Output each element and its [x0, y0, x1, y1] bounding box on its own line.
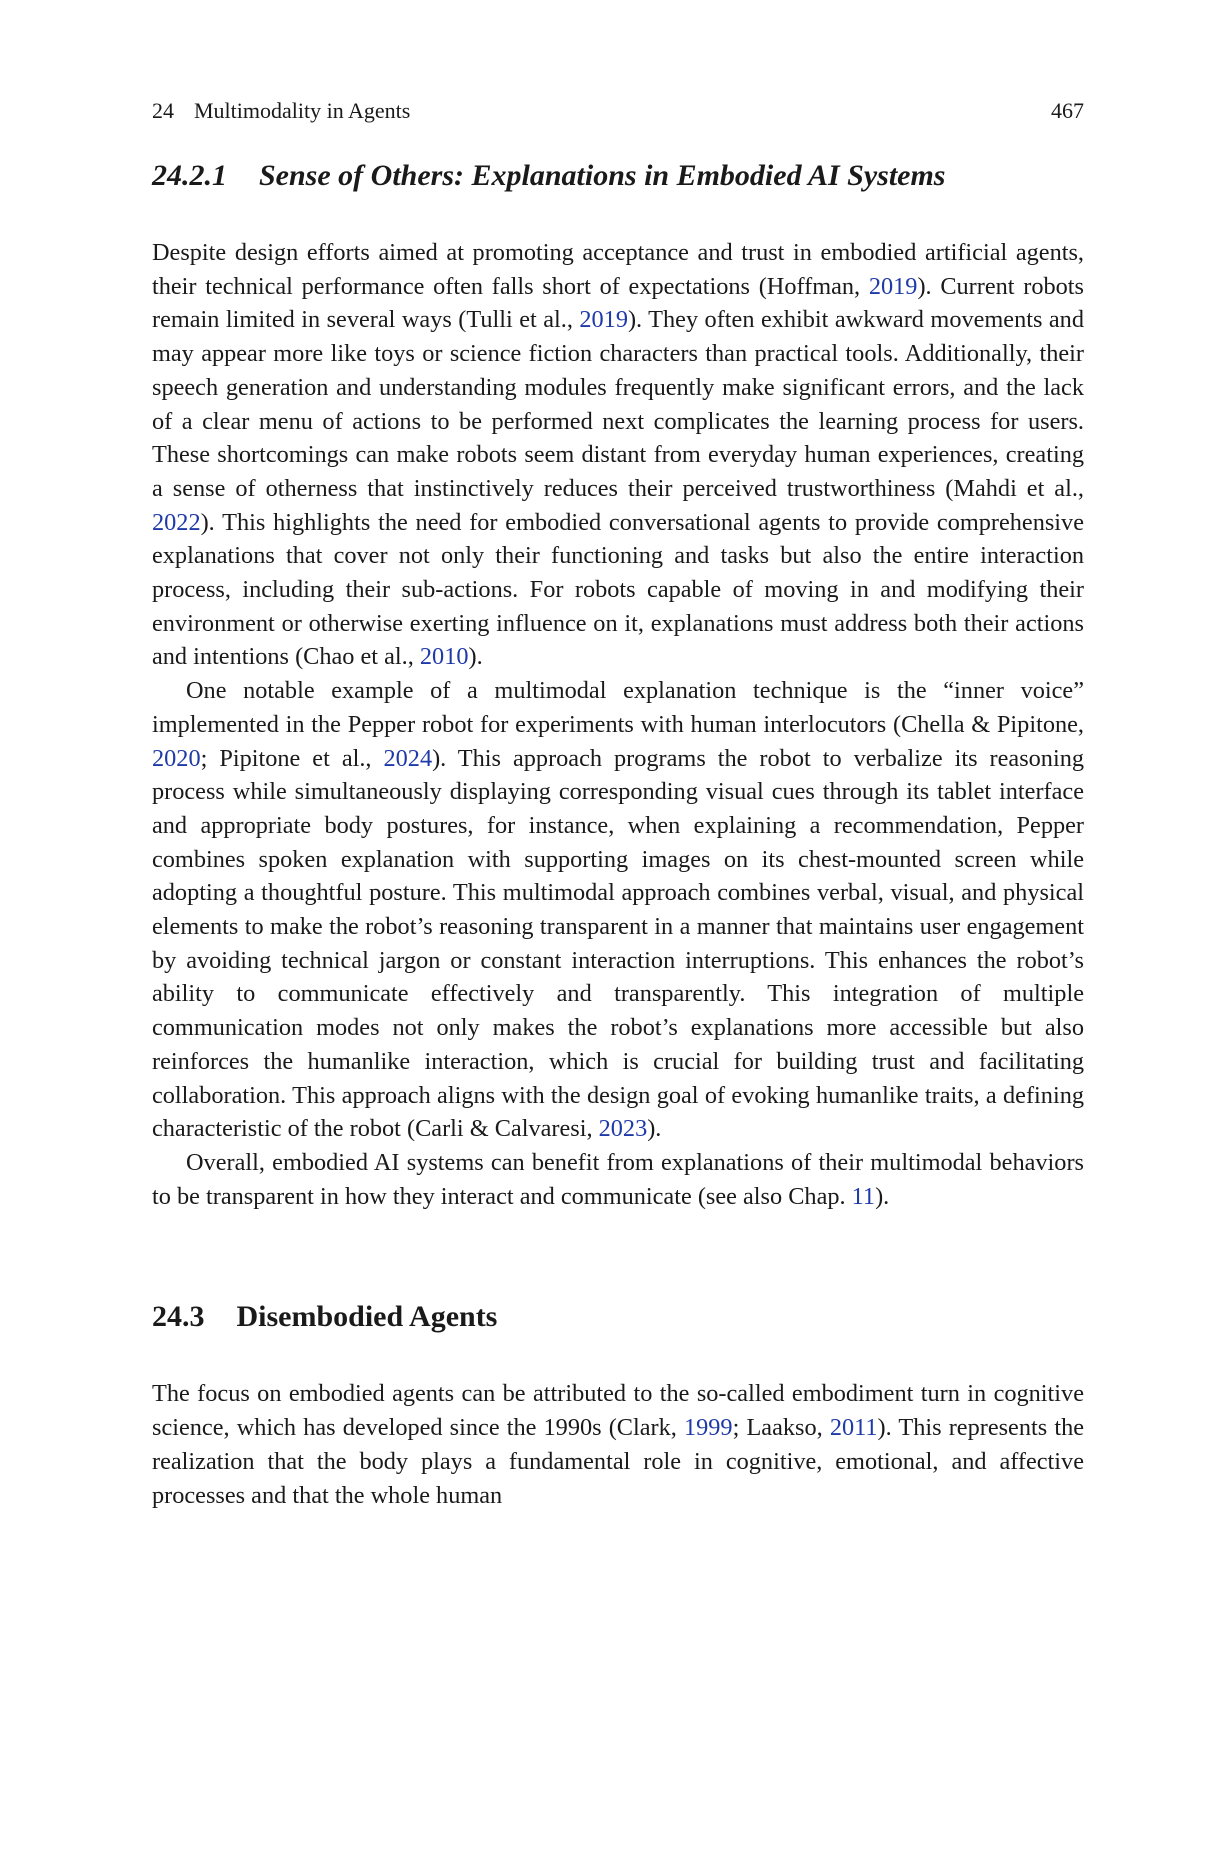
paragraph-text: ). They often exhibit awkward movements and may appear more like toys or science fiction characters than practical tools. Additionally, their speech generation and understanding modules frequently make significant errors, and the lack of a clear menu of actions to be performed next complicates the learning process for users. These shortcomings can make robots seem distant from everyday human experiences, creating a sense of otherness that instinctively reduces their perceived trustworthiness (Mahdi et al., [152, 306, 1084, 502]
paragraph-text: The focus on embodied agents can be attributed to the so-called embodiment turn in cognitive science, which has developed since the 1990s (Clark, [152, 1380, 1084, 1442]
paragraph-text: ). This approach programs the robot to verbalize its reasoning process while simultaneously displaying corresponding visual cues through its tablet interface and appropriate body postures, for instance, when explaining a recommendation, Pepper combines spoken explanation with supporting images on its chest-mounted screen while adopting a thoughtful posture. This multimodal approach combines verbal, visual, and physical elements to make the robot’s reasoning transparent in a manner that maintains user engagement by avoiding technical jargon or constant interaction interruptions. This enhances the robot’s ability to communicate effectively and transparently. This integration of multiple communication modes not only makes the robot’s explanations more accessible but also reinforces the humanlike interaction, which is crucial for building trust and facilitating collaboration. This approach aligns with the design goal of evoking humanlike traits, a defining characteristic of the robot (Carli & Calvaresi, [152, 744, 1084, 1143]
citation-link[interactable]: 1999 [683, 1414, 733, 1442]
chapter-number: 24 [152, 98, 174, 123]
citation-link[interactable]: 2011 [829, 1414, 878, 1442]
running-head-left [152, 96, 410, 126]
paragraph-1 [152, 236, 1084, 674]
citation-link[interactable]: 2019 [579, 306, 628, 334]
citation-link[interactable]: 2024 [383, 744, 433, 772]
paragraph-text: ). [468, 643, 483, 671]
paragraph-text: Overall, embodied AI systems can benefit from explanations of their multimodal behaviors to be transparent in how they interact and communicate (see also Chap. [152, 1148, 1084, 1210]
paragraph-text: ; Laakso, [732, 1414, 830, 1442]
paragraph-text: Despite design efforts aimed at promoting acceptance and trust in embodied artificial agents, their technical performance often falls short of expectations (Hoffman, [152, 239, 1084, 300]
section-title: Disembodied Agents [236, 1300, 498, 1334]
subsection-number: 24.2.1 [152, 159, 227, 192]
section-heading [152, 1297, 1084, 1337]
paragraph-text: ). This highlights the need for embodied conversational agents to provide comprehensive explanations that cover not only their functioning and tasks but also the entire interaction process, including their sub-actions. For robots capable of moving in and modifying their environment or otherwise exerting influence on it, explanations must address both their actions and intentions (Chao et al., [152, 508, 1084, 671]
paragraph-text: ). This represents the realization that the body plays a fundamental role in cognitive, emotional, and affective processes and that the whole human [152, 1414, 1085, 1509]
paragraph-text: One notable example of a multimodal explanation technique is the “inner voice” implemented in the Pepper robot for experiments with human interlocutors (Chella & Pipitone, [152, 677, 1084, 738]
citation-link[interactable]: 2010 [419, 643, 469, 671]
citation-link[interactable]: 2022 [152, 508, 201, 536]
citation-link[interactable]: 2019 [868, 272, 918, 300]
chapter-link[interactable]: 11 [851, 1182, 876, 1210]
paragraph-text: ). [647, 1115, 662, 1143]
page-number: 467 [1051, 98, 1084, 123]
citation-link[interactable]: 2023 [598, 1115, 648, 1143]
section-number: 24.3 [152, 1300, 205, 1334]
paragraph-2 [152, 674, 1084, 1146]
subsection-heading [152, 156, 1084, 196]
paragraph-3 [152, 1146, 1084, 1213]
page [152, 96, 1084, 1512]
subsection-title: Sense of Others: Explanations in Embodied AI Systems [259, 159, 946, 192]
paragraph-text: ; Pipitone et al., [200, 744, 384, 772]
paragraph-text: ). Current robots remain limited in several ways (Tulli et al., [152, 272, 1084, 334]
paragraph-4 [152, 1377, 1084, 1512]
citation-link[interactable]: 2020 [152, 744, 201, 772]
running-head [152, 96, 1084, 126]
chapter-title: Multimodality in Agents [194, 98, 411, 123]
paragraph-text: ). [875, 1182, 890, 1210]
